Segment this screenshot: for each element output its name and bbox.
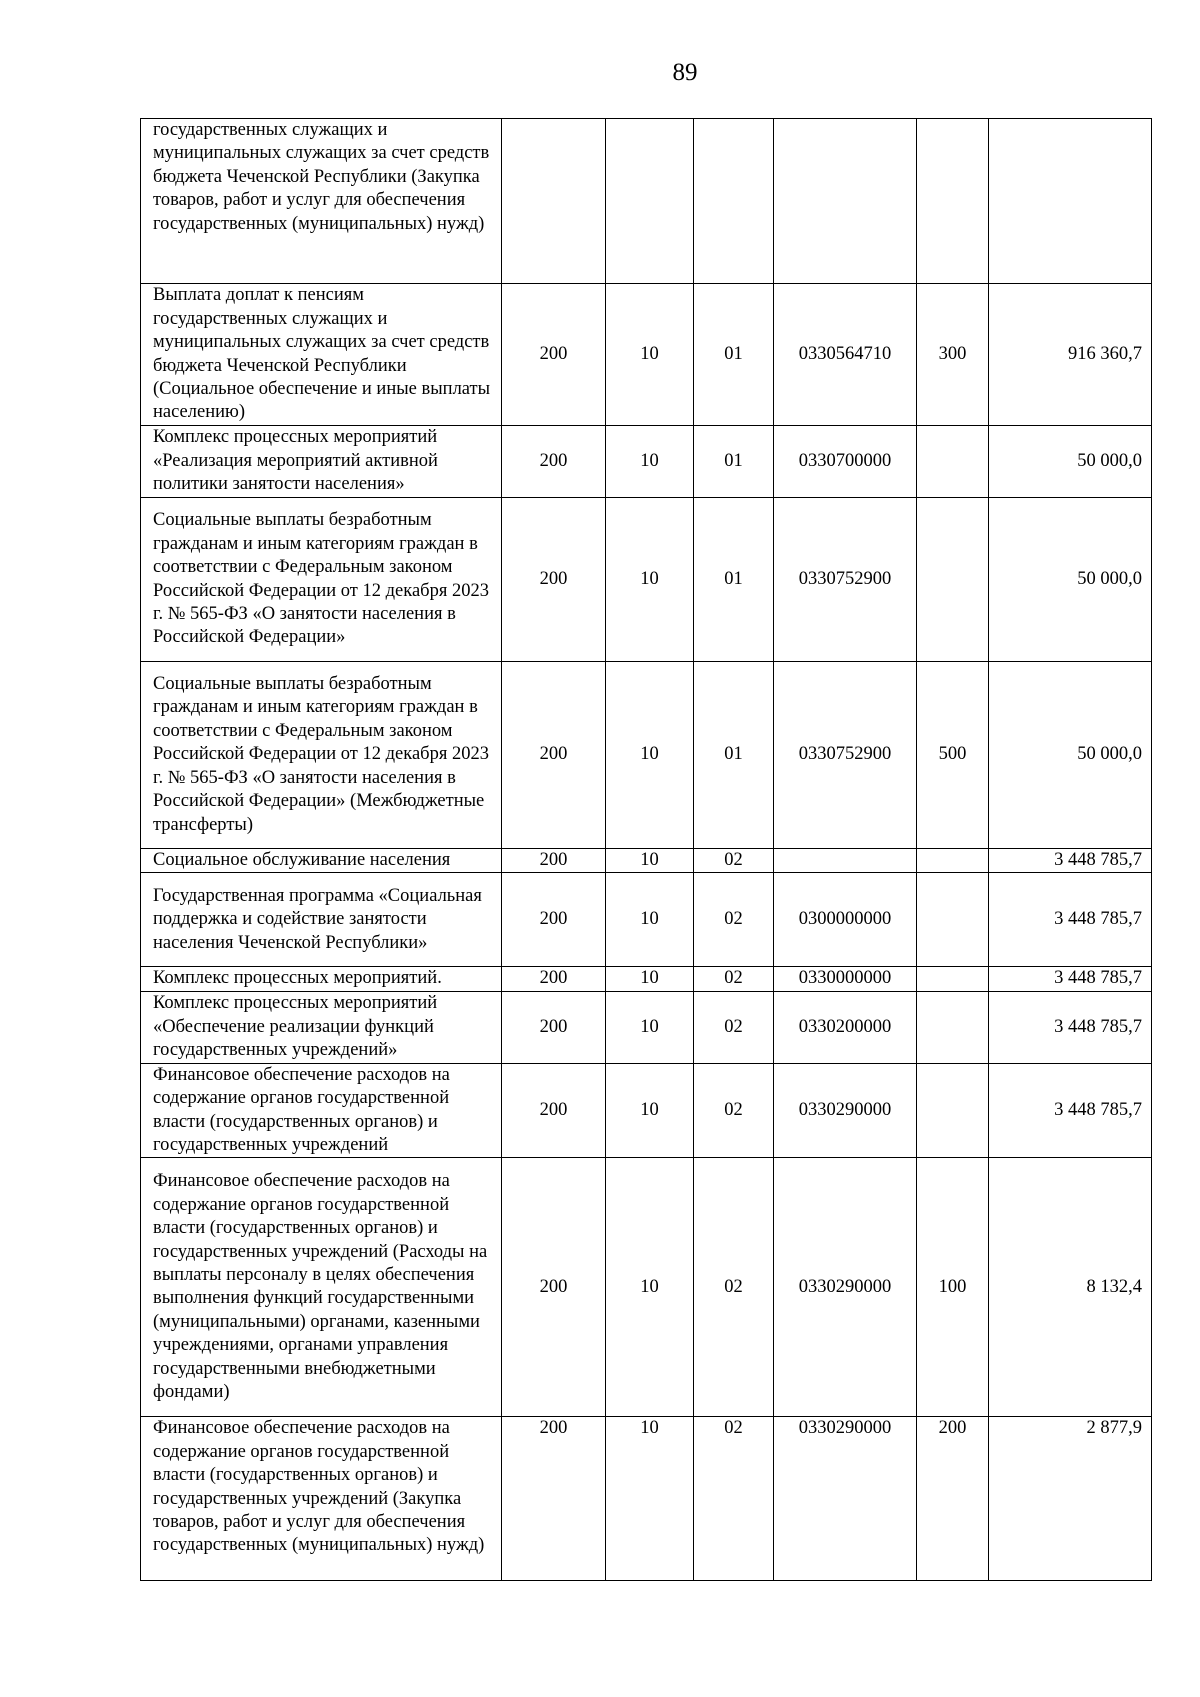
item-name-cell: Социальное обслуживание населения <box>141 849 502 873</box>
target-article-cell: 0330290000 <box>774 1417 917 1581</box>
target-article-cell: 0330752900 <box>774 662 917 849</box>
table-row <box>141 1063 1152 1158</box>
section-code-cell: 10 <box>606 991 694 1063</box>
table-row <box>141 662 1152 849</box>
item-name-cell: Комплекс процессных мероприятий «Обеспечение реализации функций государственных учреждений» <box>141 991 502 1063</box>
grbs-code-cell: 200 <box>502 1417 606 1581</box>
grbs-code-cell: 200 <box>502 662 606 849</box>
item-name-cell: Финансовое обеспечение расходов на содержание органов государственной власти (государственных органов) и государственных учреждений <box>141 1063 502 1158</box>
expense-type-cell: 500 <box>917 662 989 849</box>
table-body <box>141 119 1152 1581</box>
amount-cell: 3 448 785,7 <box>989 849 1152 873</box>
expense-type-cell <box>917 967 989 991</box>
subsection-code-cell: 02 <box>694 1063 774 1158</box>
target-article-cell: 0330000000 <box>774 967 917 991</box>
section-code-cell: 10 <box>606 426 694 498</box>
table-row <box>141 284 1152 426</box>
section-code-cell: 10 <box>606 1158 694 1417</box>
section-code-cell: 10 <box>606 1063 694 1158</box>
item-name-cell: Комплекс процессных мероприятий. <box>141 967 502 991</box>
amount-cell: 916 360,7 <box>989 284 1152 426</box>
section-code-cell: 10 <box>606 1417 694 1581</box>
subsection-code-cell: 01 <box>694 284 774 426</box>
amount-cell: 2 877,9 <box>989 1417 1152 1581</box>
target-article-cell <box>774 849 917 873</box>
section-code-cell: 10 <box>606 849 694 873</box>
target-article-cell: 0330564710 <box>774 284 917 426</box>
item-name-cell: Социальные выплаты безработным гражданам и иным категориям граждан в соответствии с Федеральным законом Российской Федерации от 12 декабря 2023 г. № 565-ФЗ «О занятости населения в Российской Федерации» <box>141 498 502 662</box>
section-code-cell: 10 <box>606 498 694 662</box>
expense-type-cell: 300 <box>917 284 989 426</box>
item-name-cell: Государственная программа «Социальная поддержка и содействие занятости населения Чеченской Республики» <box>141 873 502 967</box>
subsection-code-cell <box>694 119 774 284</box>
grbs-code-cell: 200 <box>502 498 606 662</box>
table-row <box>141 1158 1152 1417</box>
item-name-cell: Выплата доплат к пенсиям государственных служащих и муниципальных служащих за счет средств бюджета Чеченской Республики (Социальное обеспечение и иные выплаты населению) <box>141 284 502 426</box>
page-number: 89 <box>672 59 698 86</box>
target-article-cell: 0330290000 <box>774 1158 917 1417</box>
section-code-cell: 10 <box>606 967 694 991</box>
subsection-code-cell: 01 <box>694 426 774 498</box>
target-article-cell: 0330200000 <box>774 991 917 1063</box>
expense-type-cell <box>917 991 989 1063</box>
subsection-code-cell: 01 <box>694 498 774 662</box>
expense-type-cell: 100 <box>917 1158 989 1417</box>
section-code-cell: 10 <box>606 873 694 967</box>
table-row <box>141 967 1152 991</box>
budget-table <box>140 118 1152 1581</box>
amount-cell: 3 448 785,7 <box>989 1063 1152 1158</box>
grbs-code-cell: 200 <box>502 426 606 498</box>
amount-cell: 3 448 785,7 <box>989 873 1152 967</box>
subsection-code-cell: 02 <box>694 1417 774 1581</box>
section-code-cell <box>606 119 694 284</box>
amount-cell: 50 000,0 <box>989 662 1152 849</box>
target-article-cell: 0330752900 <box>774 498 917 662</box>
grbs-code-cell: 200 <box>502 849 606 873</box>
table-row <box>141 1417 1152 1581</box>
table-row <box>141 426 1152 498</box>
grbs-code-cell: 200 <box>502 284 606 426</box>
item-name-cell: Социальные выплаты безработным гражданам и иным категориям граждан в соответствии с Федеральным законом Российской Федерации от 12 декабря 2023 г. № 565-ФЗ «О занятости населения в Российской Федерации» (Межбюджетные трансферты) <box>141 662 502 849</box>
expense-type-cell <box>917 498 989 662</box>
amount-cell: 50 000,0 <box>989 426 1152 498</box>
item-name-cell: Финансовое обеспечение расходов на содержание органов государственной власти (государственных органов) и государственных учреждений (Закупка товаров, работ и услуг для обеспечения государственных (муниципальных) нужд) <box>141 1417 502 1581</box>
subsection-code-cell: 02 <box>694 991 774 1063</box>
table-row <box>141 498 1152 662</box>
item-name-cell: Комплекс процессных мероприятий «Реализация мероприятий активной политики занятости населения» <box>141 426 502 498</box>
grbs-code-cell: 200 <box>502 991 606 1063</box>
grbs-code-cell: 200 <box>502 1063 606 1158</box>
grbs-code-cell: 200 <box>502 1158 606 1417</box>
target-article-cell: 0330290000 <box>774 1063 917 1158</box>
subsection-code-cell: 02 <box>694 1158 774 1417</box>
section-code-cell: 10 <box>606 284 694 426</box>
section-code-cell: 10 <box>606 662 694 849</box>
item-name-cell: государственных служащих и муниципальных служащих за счет средств бюджета Чеченской Республики (Закупка товаров, работ и услуг для обеспечения государственных (муниципальных) нужд) <box>141 119 502 284</box>
expense-type-cell <box>917 1063 989 1158</box>
expense-type-cell <box>917 849 989 873</box>
amount-cell: 3 448 785,7 <box>989 991 1152 1063</box>
table-row <box>141 119 1152 284</box>
table-row <box>141 873 1152 967</box>
grbs-code-cell: 200 <box>502 873 606 967</box>
expense-type-cell <box>917 119 989 284</box>
amount-cell: 3 448 785,7 <box>989 967 1152 991</box>
amount-cell <box>989 119 1152 284</box>
target-article-cell: 0330700000 <box>774 426 917 498</box>
grbs-code-cell: 200 <box>502 967 606 991</box>
subsection-code-cell: 02 <box>694 967 774 991</box>
grbs-code-cell <box>502 119 606 284</box>
table-row <box>141 849 1152 873</box>
table-row <box>141 991 1152 1063</box>
subsection-code-cell: 02 <box>694 873 774 967</box>
subsection-code-cell: 01 <box>694 662 774 849</box>
expense-type-cell <box>917 873 989 967</box>
expense-type-cell <box>917 426 989 498</box>
subsection-code-cell: 02 <box>694 849 774 873</box>
target-article-cell <box>774 119 917 284</box>
item-name-cell: Финансовое обеспечение расходов на содержание органов государственной власти (государственных органов) и государственных учреждений (Расходы на выплаты персоналу в целях обеспечения выполнения функций государственными (муниципальными) органами, казенными учреждениями, органами управления государственными внебюджетными фондами) <box>141 1158 502 1417</box>
amount-cell: 50 000,0 <box>989 498 1152 662</box>
amount-cell: 8 132,4 <box>989 1158 1152 1417</box>
expense-type-cell: 200 <box>917 1417 989 1581</box>
target-article-cell: 0300000000 <box>774 873 917 967</box>
